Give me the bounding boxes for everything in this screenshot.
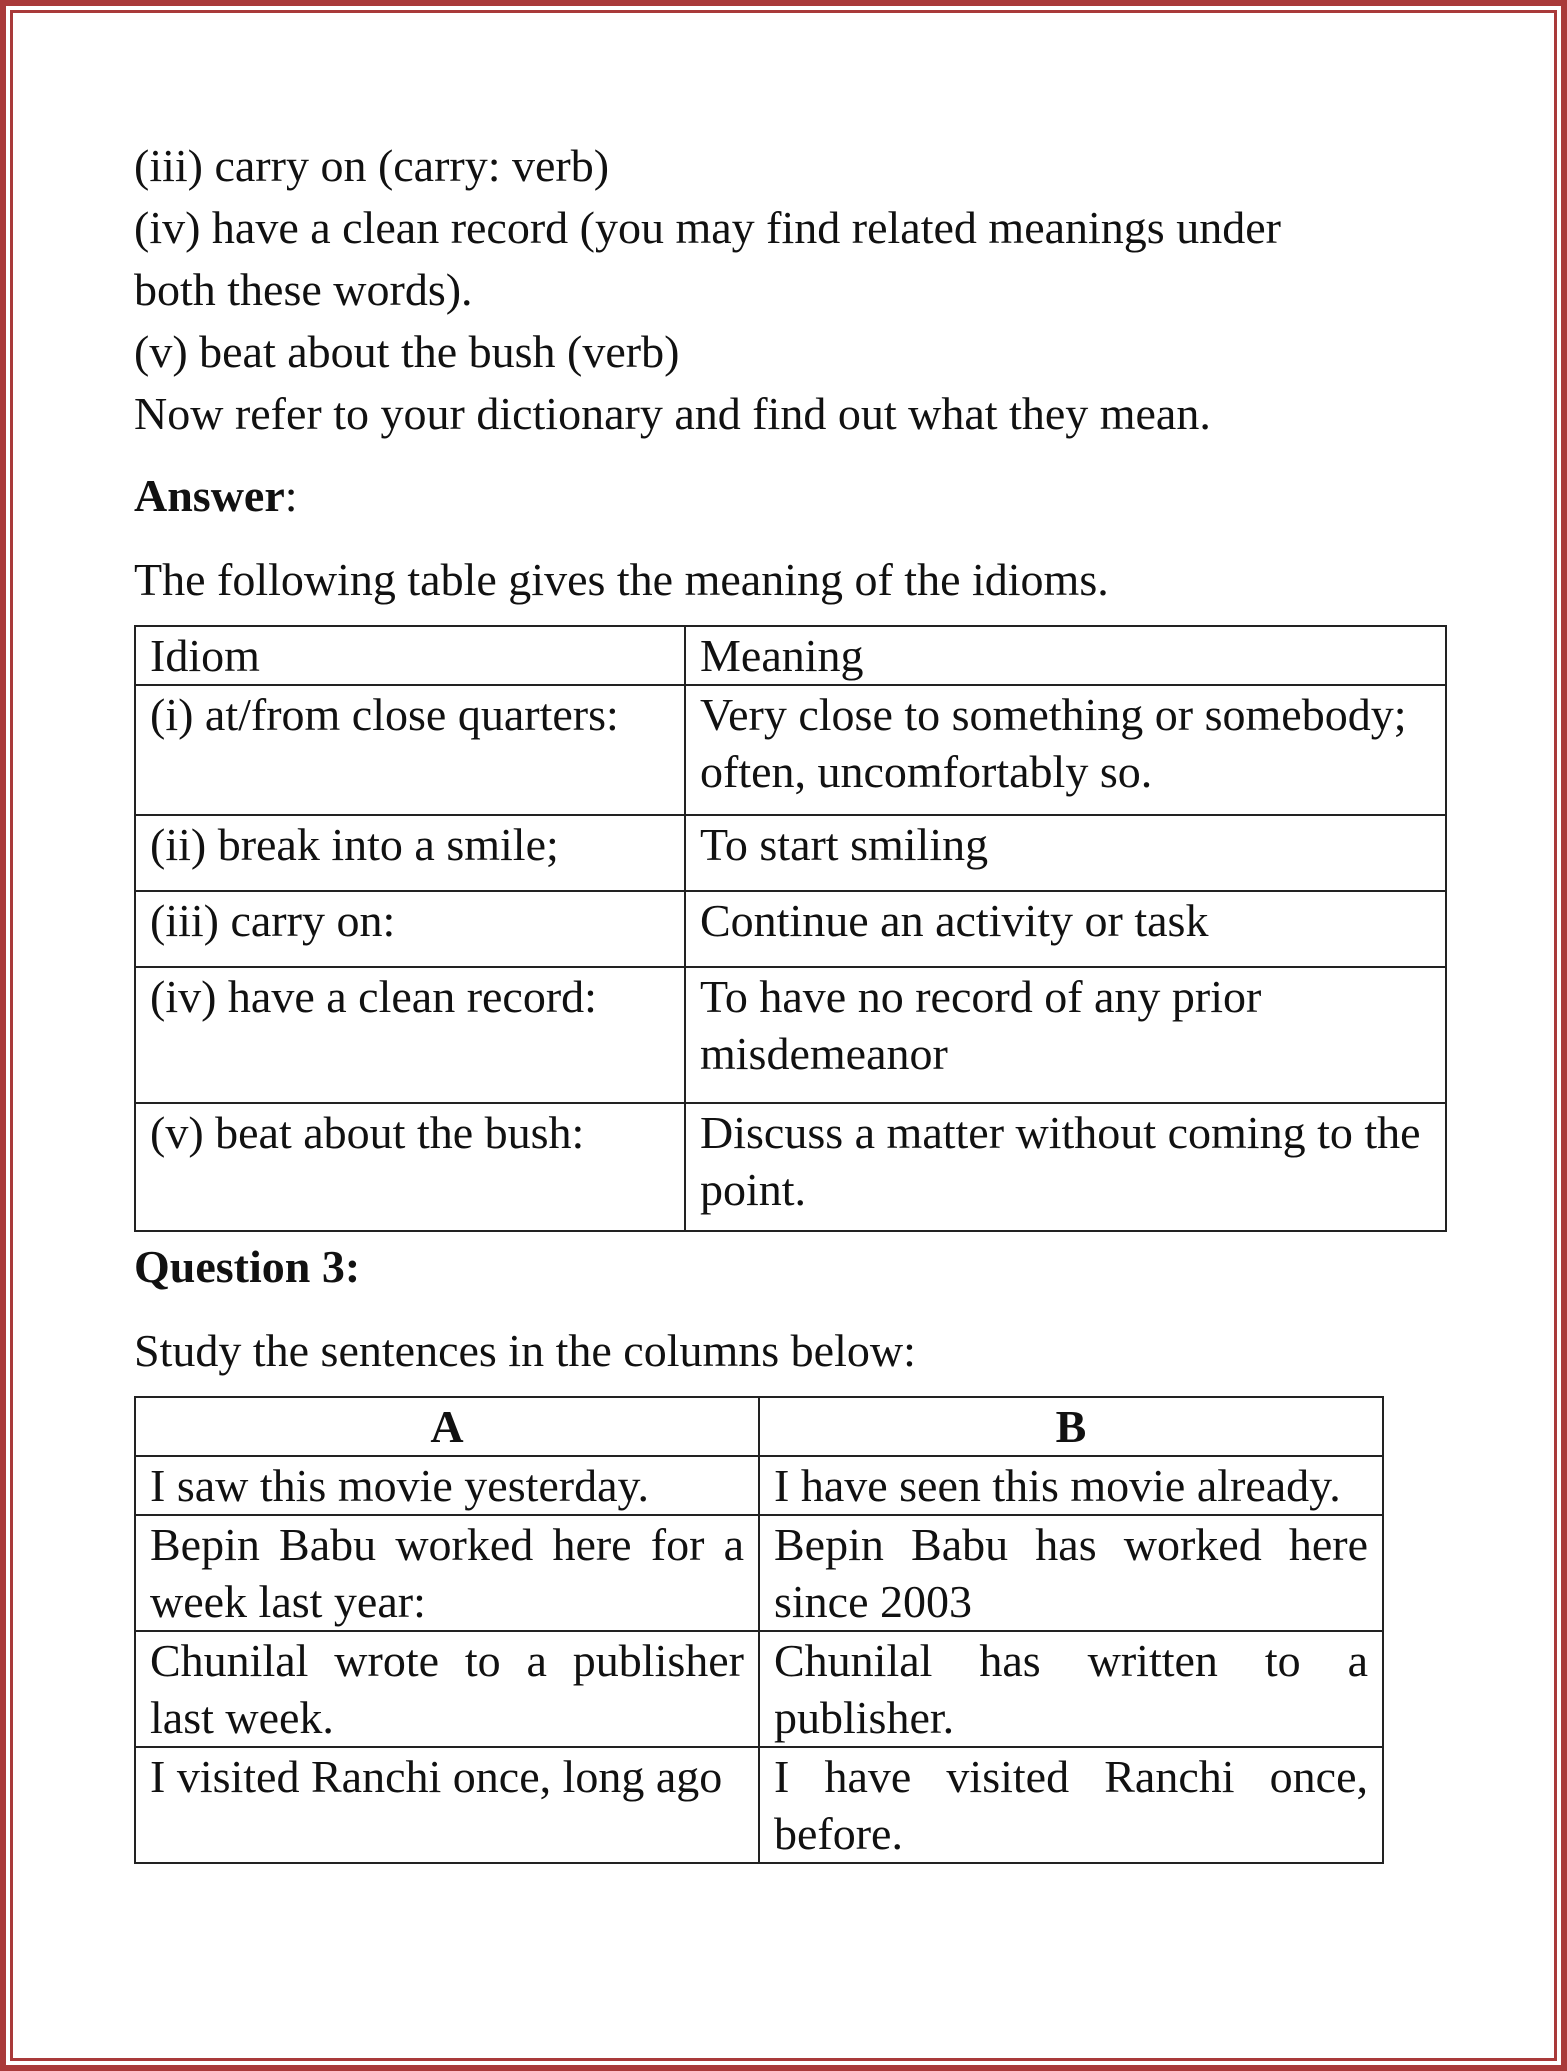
- column-a-cell: I visited Ranchi once, long ago: [135, 1747, 759, 1863]
- table-row: [135, 685, 1446, 815]
- idiom-cell: (i) at/from close quarters:: [135, 685, 685, 815]
- column-a-cell: Bepin Babu worked here for a week last year:: [135, 1515, 759, 1631]
- column-b-cell: I have visited Ranchi once, before.: [759, 1747, 1383, 1863]
- header-idiom: Idiom: [135, 626, 685, 685]
- idiom-table: [134, 625, 1447, 1232]
- table-row: [135, 1631, 1383, 1747]
- meaning-cell: Very close to something or somebody; often, uncomfortably so.: [685, 685, 1446, 815]
- table-row: [135, 1103, 1446, 1231]
- table-row: [135, 815, 1446, 891]
- table-header-row: [135, 1397, 1383, 1456]
- answer-label: Answer: [134, 470, 285, 521]
- header-meaning: Meaning: [685, 626, 1446, 685]
- meaning-cell: To have no record of any prior misdemeanor: [685, 967, 1446, 1103]
- column-a-cell: I saw this movie yesterday.: [135, 1456, 759, 1515]
- text-line-instruction: Now refer to your dictionary and find out what they mean.: [134, 388, 1211, 439]
- question-3-title: Question 3:: [134, 1241, 361, 1292]
- text-line-iii: (iii) carry on (carry: verb): [134, 140, 610, 191]
- header-column-b: B: [759, 1397, 1383, 1456]
- text-line-iv-cont: both these words).: [134, 264, 473, 315]
- table-intro: The following table gives the meaning of the idioms.: [134, 554, 1109, 605]
- sentence-columns-table: [134, 1396, 1384, 1864]
- meaning-cell: Discuss a matter without coming to the point.: [685, 1103, 1446, 1231]
- table-header-row: [135, 626, 1446, 685]
- idiom-cell: (iii) carry on:: [135, 891, 685, 967]
- idiom-cell: (iv) have a clean record:: [135, 967, 685, 1103]
- meaning-cell: To start smiling: [685, 815, 1446, 891]
- answer-heading: [134, 465, 1454, 527]
- table-row: [135, 1456, 1383, 1515]
- idiom-cell: (v) beat about the bush:: [135, 1103, 685, 1231]
- text-line-iv: (iv) have a clean record (you may find related meanings under: [134, 202, 1281, 253]
- header-column-a: A: [135, 1397, 759, 1456]
- page-content: [134, 135, 1454, 1864]
- column-b-cell: I have seen this movie already.: [759, 1456, 1383, 1515]
- column-b-cell: Chunilal has written to a publisher.: [759, 1631, 1383, 1747]
- table-row: [135, 891, 1446, 967]
- meaning-cell: Continue an activity or task: [685, 891, 1446, 967]
- table-row: [135, 967, 1446, 1103]
- answer-colon: :: [284, 470, 298, 521]
- question-3-prompt: Study the sentences in the columns below:: [134, 1325, 916, 1376]
- column-b-cell: Bepin Babu has worked here since 2003: [759, 1515, 1383, 1631]
- table-row: [135, 1747, 1383, 1863]
- column-a-cell: Chunilal wrote to a publisher last week.: [135, 1631, 759, 1747]
- text-line-v: (v) beat about the bush (verb): [134, 326, 680, 377]
- idiom-cell: (ii) break into a smile;: [135, 815, 685, 891]
- table-row: [135, 1515, 1383, 1631]
